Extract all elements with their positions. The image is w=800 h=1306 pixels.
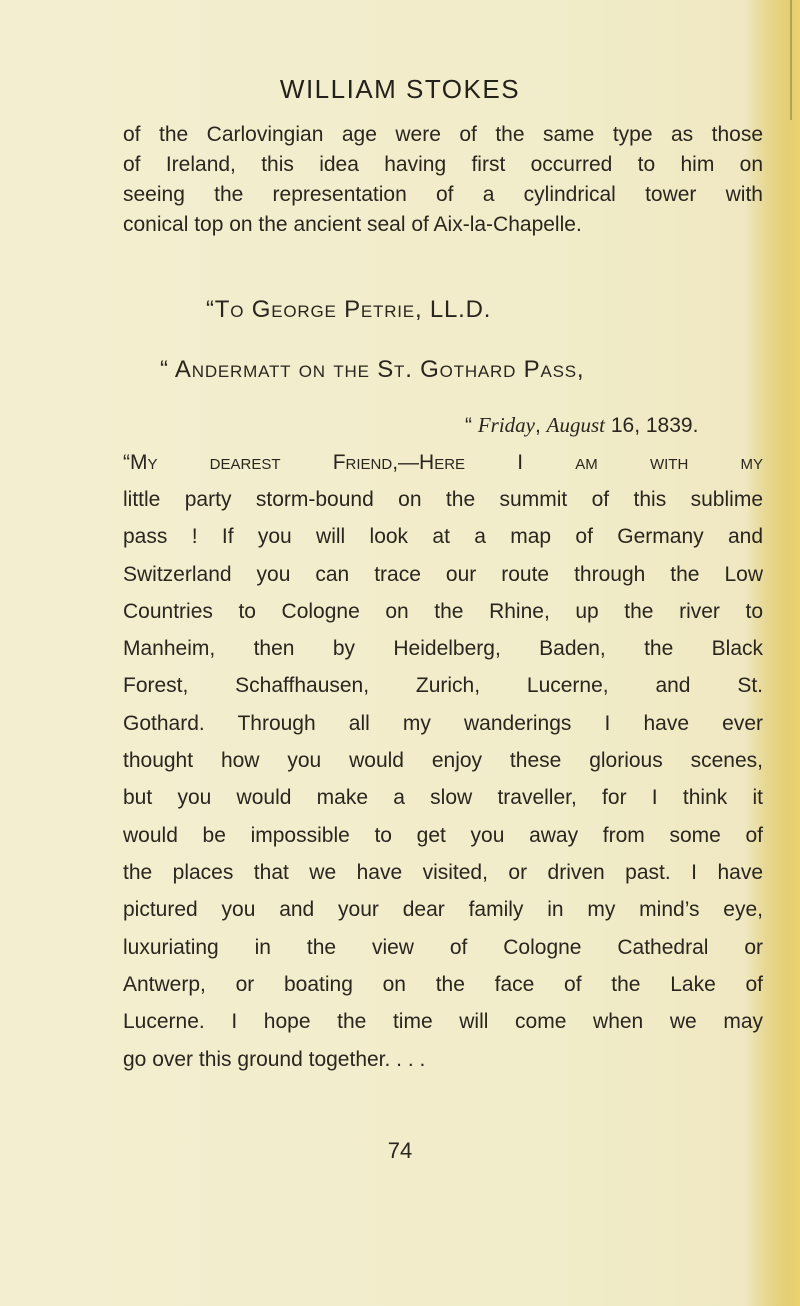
text-line: would be impossible to get you away from some of bbox=[123, 824, 763, 847]
text-line: Switzerland you can trace our route through the Low bbox=[123, 563, 763, 586]
letter-recipient: “To George Petrie, LL.D. bbox=[206, 296, 492, 323]
date-comma: , bbox=[534, 414, 547, 437]
text-line: thought how you would enjoy these glorious scenes, bbox=[123, 749, 763, 772]
text-line: Countries to Cologne on the Rhine, up the river to bbox=[123, 600, 763, 623]
letter-date bbox=[465, 410, 698, 441]
running-head: WILLIAM STOKES bbox=[279, 74, 521, 104]
text-line: go over this ground together. . . . bbox=[123, 1048, 426, 1071]
text-line: conical top on the ancient seal of Aix-la-Chapelle. bbox=[123, 213, 582, 236]
text-line: of Ireland, this idea having first occurred to him on bbox=[123, 153, 763, 176]
text-line: Forest, Schaffhausen, Zurich, Lucerne, and St. bbox=[123, 674, 763, 697]
letter-place: “ Andermatt on the St. Gothard Pass, bbox=[160, 356, 585, 383]
text-line: little party storm-bound on the summit of this sublime bbox=[123, 488, 763, 511]
text-line: luxuriating in the view of Cologne Cathedral or bbox=[123, 936, 763, 959]
date-open-quote: “ bbox=[465, 414, 478, 437]
text-line: the places that we have visited, or driven past. I have bbox=[123, 861, 763, 884]
text-line: but you would make a slow traveller, for I think it bbox=[123, 786, 763, 809]
text-line: Lucerne. I hope the time will come when we may bbox=[123, 1010, 763, 1033]
text-line: Antwerp, or boating on the face of the Lake of bbox=[123, 973, 763, 996]
page-edge-shadow bbox=[770, 0, 800, 1306]
date-day: Friday bbox=[477, 413, 535, 437]
text-line: of the Carlovingian age were of the same type as those bbox=[123, 123, 763, 146]
text-line: pass ! If you will look at a map of Germany and bbox=[123, 525, 763, 548]
date-rest: 16, 1839. bbox=[605, 414, 699, 437]
salutation-line: “My dearest Friend,—Here I am with my bbox=[123, 451, 763, 474]
text-line: pictured you and your dear family in my mind’s eye, bbox=[123, 898, 763, 921]
date-month: August bbox=[546, 413, 605, 437]
text-line: Gothard. Through all my wanderings I have ever bbox=[123, 712, 763, 735]
text-line: seeing the representation of a cylindrical tower with bbox=[123, 183, 763, 206]
page-number: 74 bbox=[387, 1138, 413, 1163]
text-line: Manheim, then by Heidelberg, Baden, the Black bbox=[123, 637, 763, 660]
